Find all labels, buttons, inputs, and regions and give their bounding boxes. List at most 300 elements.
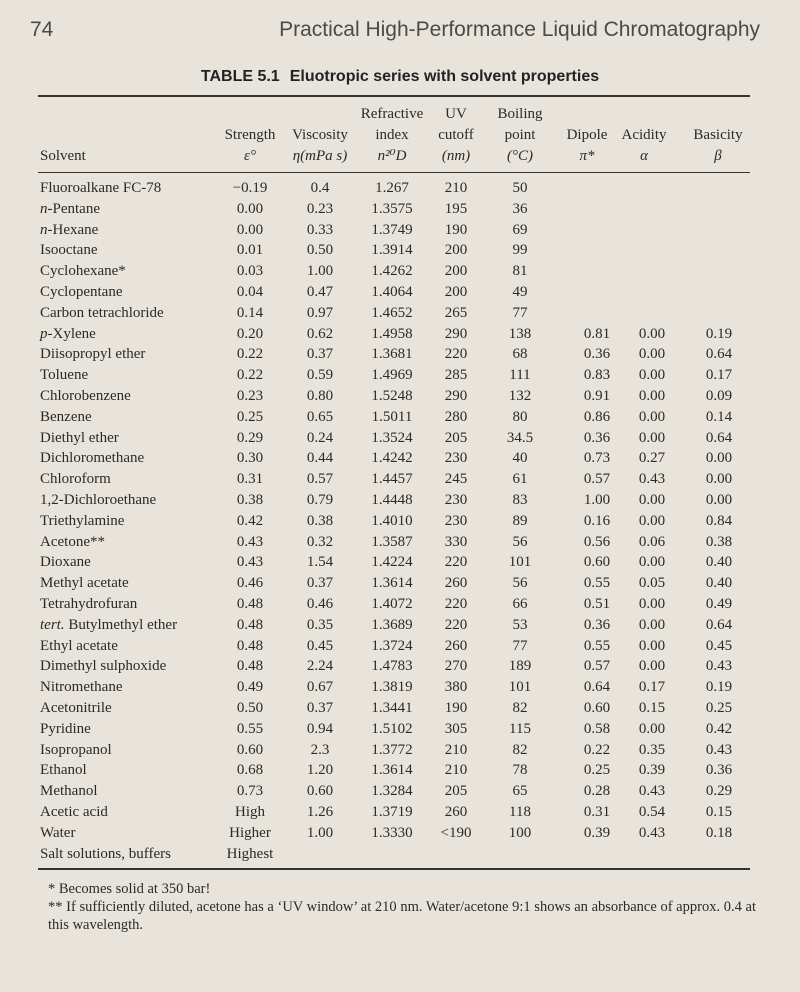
solvent-cell: Diethyl ether	[40, 429, 119, 446]
uv-cutoff-cell: 205	[444, 783, 468, 800]
basicity-cell: 0.09	[705, 387, 733, 404]
uv-cutoff-cell: 230	[444, 491, 468, 508]
table-row	[0, 532, 800, 553]
refractive-index-cell: 1.3914	[371, 242, 413, 259]
strength-cell: 0.46	[236, 575, 264, 592]
acidity-cell: 0.43	[638, 824, 666, 841]
col-refractive-index-header	[352, 104, 432, 168]
boiling-point-cell: 132	[508, 387, 532, 404]
refractive-index-cell: 1.3681	[371, 346, 413, 363]
uv-cutoff-cell: 280	[444, 408, 468, 425]
refractive-index-cell: 1.5011	[371, 408, 413, 425]
header-line: n²⁰D	[377, 148, 407, 164]
boiling-point-cell: 40	[512, 450, 528, 467]
uv-cutoff-cell: 380	[444, 679, 468, 696]
refractive-index-cell: 1.4783	[371, 658, 413, 675]
acidity-cell: 0.00	[638, 429, 666, 446]
refractive-index-cell: 1.3284	[371, 783, 413, 800]
dipole-cell: 0.28	[583, 783, 611, 800]
refractive-index-cell: 1.3719	[371, 803, 413, 820]
table-row	[0, 324, 800, 345]
refractive-index-cell: 1.3614	[371, 762, 413, 779]
boiling-point-cell: 89	[512, 512, 528, 529]
uv-cutoff-cell: 200	[444, 242, 468, 259]
boiling-point-cell: 50	[512, 180, 528, 196]
col-basicity-header	[680, 104, 756, 168]
basicity-cell: 0.25	[705, 699, 733, 716]
basicity-cell: 0.18	[705, 824, 733, 841]
header-line: Viscosity	[292, 127, 348, 143]
header-line: (nm)	[441, 148, 471, 164]
col-viscosity-header	[282, 104, 358, 168]
header-line: point	[504, 127, 536, 143]
viscosity-cell: 0.94	[306, 720, 334, 737]
uv-cutoff-cell: 200	[444, 263, 468, 280]
viscosity-cell: 0.65	[306, 408, 334, 425]
table-row	[0, 636, 800, 657]
viscosity-cell: 0.50	[306, 242, 334, 259]
acidity-cell: 0.00	[638, 637, 666, 654]
uv-cutoff-cell: 305	[444, 720, 468, 737]
boiling-point-cell: 61	[512, 471, 528, 488]
basicity-cell: 0.64	[705, 616, 733, 633]
solvent-cell: Toluene	[40, 367, 89, 384]
basicity-cell: 0.45	[705, 637, 733, 654]
acidity-cell: 0.00	[638, 346, 666, 363]
strength-cell: 0.49	[236, 679, 264, 696]
refractive-index-cell: 1.3772	[371, 741, 413, 758]
header-line: index	[375, 127, 409, 143]
dipole-cell: 0.60	[583, 554, 611, 571]
acidity-cell: 0.00	[638, 367, 666, 384]
refractive-index-cell: 1.4224	[371, 554, 413, 571]
boiling-point-cell: 65	[512, 783, 528, 800]
header-line: α	[640, 148, 648, 164]
refractive-index-cell: 1.3724	[371, 637, 413, 654]
solvent-cell: Chloroform	[40, 471, 111, 488]
basicity-cell: 0.36	[705, 762, 733, 779]
boiling-point-cell: 82	[512, 741, 528, 758]
solvent-cell: Benzene	[40, 408, 92, 425]
boiling-point-cell: 82	[512, 699, 528, 716]
dipole-cell: 0.36	[583, 429, 611, 446]
boiling-point-cell: 115	[509, 720, 531, 737]
strength-cell: 0.43	[236, 554, 264, 571]
strength-cell: −0.19	[232, 180, 268, 196]
header-line: (°C)	[507, 148, 533, 164]
dipole-cell: 0.57	[583, 658, 611, 675]
table-row	[0, 261, 800, 282]
dipole-cell: 0.86	[583, 408, 611, 425]
viscosity-cell: 0.33	[306, 221, 334, 238]
uv-cutoff-cell: 265	[444, 304, 468, 321]
refractive-index-cell: 1.4010	[371, 512, 413, 529]
table-label: TABLE 5.1	[200, 68, 280, 85]
solvent-cell: Water	[40, 824, 76, 841]
viscosity-cell: 0.23	[306, 200, 334, 217]
table-row	[0, 594, 800, 615]
solvent-cell: Tetrahydrofuran	[40, 595, 138, 612]
header-line: Solvent	[40, 148, 86, 164]
viscosity-cell: 1.54	[306, 554, 334, 571]
refractive-index-cell: 1.4969	[371, 367, 413, 384]
strength-cell: 0.48	[236, 637, 264, 654]
running-title: Practical High-Performance Liquid Chromatography	[279, 18, 760, 41]
boiling-point-cell: 36	[512, 200, 528, 217]
boiling-point-cell: 101	[508, 679, 532, 696]
strength-cell: 0.55	[236, 720, 264, 737]
basicity-cell: 0.40	[705, 554, 733, 571]
acidity-cell: 0.00	[638, 595, 666, 612]
solvent-cell: Nitromethane	[40, 679, 123, 696]
viscosity-cell: 1.00	[306, 263, 334, 280]
strength-cell: 0.68	[236, 762, 264, 779]
boiling-point-cell: 53	[512, 616, 528, 633]
uv-cutoff-cell: 230	[444, 512, 468, 529]
solvent-cell: p-Xylene	[40, 325, 96, 342]
solvent-cell: Diisopropyl ether	[40, 346, 146, 363]
boiling-point-cell: 138	[508, 325, 532, 342]
uv-cutoff-cell: 210	[444, 741, 468, 758]
uv-cutoff-cell: 270	[444, 658, 468, 675]
solvent-cell: Pyridine	[40, 720, 91, 737]
refractive-index-cell: 1.3587	[371, 533, 413, 550]
refractive-index-cell: 1.4064	[371, 283, 413, 300]
table-row	[0, 428, 800, 449]
boiling-point-cell: 118	[509, 803, 531, 820]
viscosity-cell: 0.37	[306, 575, 334, 592]
dipole-cell: 0.73	[583, 450, 611, 467]
basicity-cell: 0.84	[705, 512, 733, 529]
table-row	[0, 781, 800, 802]
basicity-cell: 0.49	[705, 595, 733, 612]
basicity-cell: 0.43	[705, 741, 733, 758]
solvent-cell: Ethanol	[40, 762, 87, 779]
table-row	[0, 199, 800, 220]
acidity-cell: 0.15	[638, 699, 666, 716]
solvent-cell: Chlorobenzene	[40, 387, 131, 404]
table-caption	[0, 68, 800, 86]
solvent-cell: Methanol	[40, 783, 98, 800]
solvent-cell: Isopropanol	[40, 741, 112, 758]
table-row	[0, 178, 800, 199]
strength-cell: Higher	[229, 824, 271, 841]
solvent-cell: 1,2-Dichloroethane	[40, 491, 157, 508]
dipole-cell: 0.81	[583, 325, 611, 342]
viscosity-cell: 1.20	[306, 762, 334, 779]
table-row	[0, 552, 800, 573]
dipole-cell: 0.51	[583, 595, 611, 612]
uv-cutoff-cell: 260	[444, 637, 468, 654]
uv-cutoff-cell: 290	[444, 387, 468, 404]
viscosity-cell: 2.24	[306, 658, 334, 675]
uv-cutoff-cell: 245	[444, 471, 468, 488]
strength-cell: 0.14	[236, 304, 264, 321]
col-boiling-point-header	[490, 104, 550, 168]
table-row	[0, 303, 800, 324]
dipole-cell: 0.39	[583, 824, 611, 841]
table-row	[0, 677, 800, 698]
refractive-index-cell: 1.3575	[371, 200, 413, 217]
boiling-point-cell: 56	[512, 575, 528, 592]
viscosity-cell: 0.62	[306, 325, 334, 342]
solvent-cell: Methyl acetate	[40, 575, 129, 592]
boiling-point-cell: 189	[508, 658, 532, 675]
header-line: ε°	[244, 148, 256, 164]
header-line: UV	[445, 106, 467, 122]
uv-cutoff-cell: 210	[444, 762, 468, 779]
viscosity-cell: 0.80	[306, 387, 334, 404]
acidity-cell: 0.00	[638, 491, 666, 508]
refractive-index-cell: 1.3819	[371, 679, 413, 696]
strength-cell: 0.42	[236, 512, 264, 529]
solvent-cell: Acetic acid	[40, 803, 108, 820]
boiling-point-cell: 77	[512, 637, 528, 654]
table-row	[0, 573, 800, 594]
boiling-point-cell: 68	[512, 346, 528, 363]
uv-cutoff-cell: 220	[444, 616, 468, 633]
strength-cell: 0.31	[236, 471, 264, 488]
refractive-index-cell: 1.5102	[371, 720, 413, 737]
viscosity-cell: 0.97	[306, 304, 334, 321]
basicity-cell: 0.43	[705, 658, 733, 675]
boiling-point-cell: 80	[512, 408, 528, 425]
table-header-rule	[38, 172, 750, 173]
acidity-cell: 0.00	[638, 554, 666, 571]
col-solvent-header	[40, 104, 190, 168]
table-row	[0, 448, 800, 469]
footnote: ** If sufficiently diluted, acetone has a ‘UV window’ at 210 nm. Water/acetone 9:1 shows an absorbance of approx. 0.4 at this wavelength.	[48, 899, 756, 933]
col-dipole-header	[560, 104, 614, 168]
strength-cell: 0.20	[236, 325, 264, 342]
solvent-cell: Cyclopentane	[40, 283, 123, 300]
table-row	[0, 386, 800, 407]
basicity-cell: 0.15	[705, 803, 733, 820]
dipole-cell: 0.31	[583, 803, 611, 820]
page-number: 74	[30, 18, 54, 41]
strength-cell: 0.60	[236, 741, 264, 758]
table-row	[0, 344, 800, 365]
strength-cell: 0.48	[236, 616, 264, 633]
basicity-cell: 0.38	[705, 533, 733, 550]
table-row	[0, 656, 800, 677]
solvent-cell: tert. Butylmethyl ether	[40, 616, 178, 633]
dipole-cell: 0.64	[583, 679, 611, 696]
table-row	[0, 719, 800, 740]
viscosity-cell: 2.3	[310, 741, 330, 758]
header-line: Basicity	[693, 127, 743, 143]
basicity-cell: 0.40	[705, 575, 733, 592]
dipole-cell: 0.57	[583, 471, 611, 488]
table-row	[0, 511, 800, 532]
strength-cell: 0.30	[236, 450, 264, 467]
solvent-cell: Dioxane	[40, 554, 91, 571]
boiling-point-cell: 111	[509, 367, 531, 384]
solvent-cell: Dichloromethane	[40, 450, 145, 467]
acidity-cell: 0.00	[638, 325, 666, 342]
strength-cell: 0.22	[236, 346, 264, 363]
viscosity-cell: 0.79	[306, 491, 334, 508]
solvent-cell: Ethyl acetate	[40, 637, 118, 654]
uv-cutoff-cell: 290	[444, 325, 468, 342]
viscosity-cell: 0.35	[306, 616, 334, 633]
acidity-cell: 0.43	[638, 471, 666, 488]
viscosity-cell: 0.24	[306, 429, 334, 446]
strength-cell: 0.03	[236, 263, 264, 280]
uv-cutoff-cell: 220	[444, 346, 468, 363]
viscosity-cell: 0.57	[306, 471, 334, 488]
basicity-cell: 0.64	[705, 429, 733, 446]
strength-cell: 0.22	[236, 367, 264, 384]
col-strength-header	[210, 104, 290, 168]
viscosity-cell: 0.37	[306, 346, 334, 363]
refractive-index-cell: 1.267	[375, 180, 409, 196]
header-line: Boiling	[497, 106, 543, 122]
refractive-index-cell: 1.3524	[371, 429, 413, 446]
footnote: * Becomes solid at 350 bar!	[48, 881, 211, 897]
col-acidity-header	[614, 104, 674, 168]
strength-cell: 0.43	[236, 533, 264, 550]
uv-cutoff-cell: 260	[444, 575, 468, 592]
strength-cell: High	[235, 803, 265, 820]
table-footnotes	[48, 880, 756, 934]
strength-cell: 0.29	[236, 429, 264, 446]
table-row	[0, 740, 800, 761]
solvent-cell: Fluoroalkane FC-78	[40, 180, 162, 196]
acidity-cell: 0.00	[638, 616, 666, 633]
refractive-index-cell: 1.3749	[371, 221, 413, 238]
refractive-index-cell: 1.4262	[371, 263, 413, 280]
uv-cutoff-cell: 190	[444, 699, 468, 716]
table-row	[0, 240, 800, 261]
acidity-cell: 0.06	[638, 533, 666, 550]
table-body	[0, 178, 800, 864]
viscosity-cell: 0.45	[306, 637, 334, 654]
uv-cutoff-cell: 220	[444, 554, 468, 571]
boiling-point-cell: 83	[512, 491, 528, 508]
table-row	[0, 282, 800, 303]
acidity-cell: 0.35	[638, 741, 666, 758]
dipole-cell: 1.00	[583, 491, 611, 508]
viscosity-cell: 0.59	[306, 367, 334, 384]
table-header	[0, 104, 800, 168]
refractive-index-cell: 1.5248	[371, 387, 413, 404]
header-line: cutoff	[438, 127, 474, 143]
solvent-cell: Salt solutions, buffers	[40, 845, 171, 862]
acidity-cell: 0.43	[638, 783, 666, 800]
header-line: Dipole	[566, 127, 608, 143]
solvent-cell: Acetone**	[40, 533, 105, 550]
strength-cell: 0.04	[236, 283, 264, 300]
boiling-point-cell: 66	[512, 595, 528, 612]
basicity-cell: 0.19	[705, 679, 733, 696]
dipole-cell: 0.55	[583, 637, 611, 654]
refractive-index-cell: 1.4457	[371, 471, 413, 488]
strength-cell: 0.25	[236, 408, 264, 425]
solvent-cell: Isooctane	[40, 242, 98, 259]
table-row	[0, 615, 800, 636]
viscosity-cell: 0.44	[306, 450, 334, 467]
uv-cutoff-cell: 330	[444, 533, 468, 550]
solvent-cell: Carbon tetrachloride	[40, 304, 164, 321]
dipole-cell: 0.58	[583, 720, 611, 737]
basicity-cell: 0.00	[705, 471, 733, 488]
table-row	[0, 760, 800, 781]
refractive-index-cell: 1.4652	[371, 304, 413, 321]
solvent-cell: Triethylamine	[40, 512, 125, 529]
basicity-cell: 0.00	[705, 491, 733, 508]
refractive-index-cell: 1.4448	[371, 491, 413, 508]
dipole-cell: 0.36	[583, 346, 611, 363]
acidity-cell: 0.17	[638, 679, 666, 696]
solvent-cell: n-Pentane	[40, 200, 100, 217]
refractive-index-cell: 1.3330	[371, 824, 413, 841]
table-row	[0, 823, 800, 844]
uv-cutoff-cell: 230	[444, 450, 468, 467]
acidity-cell: 0.00	[638, 720, 666, 737]
viscosity-cell: 0.37	[306, 699, 334, 716]
strength-cell: 0.23	[236, 387, 264, 404]
strength-cell: Highest	[226, 845, 274, 862]
viscosity-cell: 0.67	[306, 679, 334, 696]
acidity-cell: 0.00	[638, 512, 666, 529]
solvent-cell: Dimethyl sulphoxide	[40, 658, 167, 675]
viscosity-cell: 0.4	[310, 180, 330, 196]
uv-cutoff-cell: 260	[444, 803, 468, 820]
strength-cell: 0.73	[236, 783, 264, 800]
uv-cutoff-cell: 200	[444, 283, 468, 300]
viscosity-cell: 0.47	[306, 283, 334, 300]
header-line: β	[714, 148, 722, 164]
viscosity-cell: 0.46	[306, 595, 334, 612]
boiling-point-cell: 34.5	[506, 429, 534, 446]
boiling-point-cell: 101	[508, 554, 532, 571]
dipole-cell: 0.56	[583, 533, 611, 550]
viscosity-cell: 0.60	[306, 783, 334, 800]
table-row	[0, 407, 800, 428]
header-line: η(mPa s)	[292, 148, 348, 164]
table-row	[0, 490, 800, 511]
header-line: Acidity	[621, 127, 667, 143]
strength-cell: 0.48	[236, 595, 264, 612]
dipole-cell: 0.25	[583, 762, 611, 779]
solvent-cell: Cyclohexane*	[40, 263, 126, 280]
refractive-index-cell: 1.3441	[371, 699, 413, 716]
viscosity-cell: 0.38	[306, 512, 334, 529]
table-top-rule	[38, 95, 750, 97]
acidity-cell: 0.00	[638, 387, 666, 404]
acidity-cell: 0.54	[638, 803, 666, 820]
uv-cutoff-cell: 190	[444, 221, 468, 238]
dipole-cell: 0.83	[583, 367, 611, 384]
table-title: Eluotropic series with solvent properties	[289, 68, 600, 85]
boiling-point-cell: 49	[512, 283, 528, 300]
viscosity-cell: 0.32	[306, 533, 334, 550]
strength-cell: 0.00	[236, 221, 264, 238]
acidity-cell: 0.00	[638, 658, 666, 675]
strength-cell: 0.01	[236, 242, 264, 259]
basicity-cell: 0.17	[705, 367, 733, 384]
dipole-cell: 0.55	[583, 575, 611, 592]
dipole-cell: 0.16	[583, 512, 611, 529]
boiling-point-cell: 78	[512, 762, 528, 779]
uv-cutoff-cell: 220	[444, 595, 468, 612]
table-row	[0, 220, 800, 241]
boiling-point-cell: 69	[512, 221, 528, 238]
dipole-cell: 0.22	[583, 741, 611, 758]
page-header	[30, 18, 760, 48]
uv-cutoff-cell: 210	[444, 180, 468, 196]
